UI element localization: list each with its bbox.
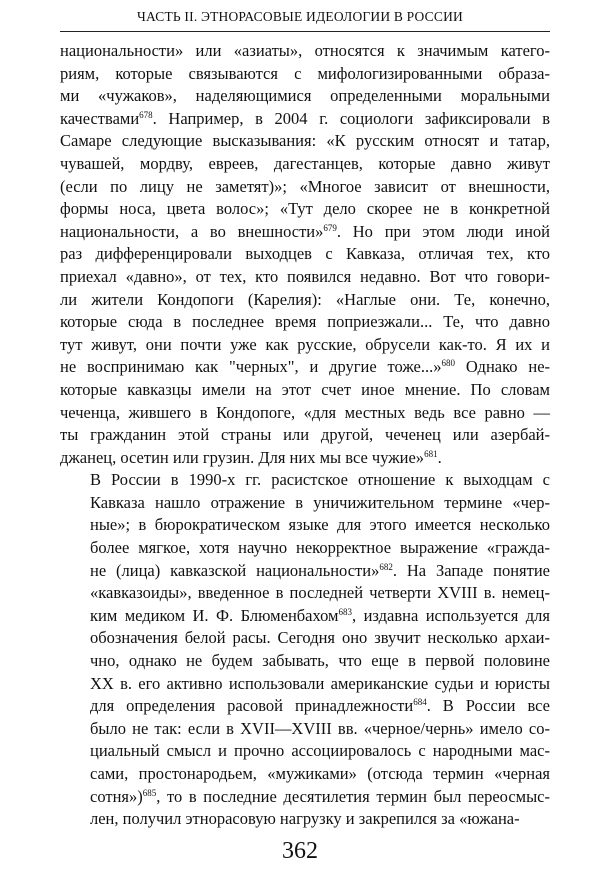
text-line: сами, простонародьем, «мужиками» (отсюда термин «черная [90,764,550,783]
text-run: . На Западе понятие [392,560,550,580]
text-line: которые кавказцы имели на этот счет иное мнение. По словам [60,379,550,399]
header-rule [60,31,550,32]
text-line [60,560,550,583]
text-run: , издавна используется для [352,605,551,625]
text-run: качествами [60,108,140,128]
text-run: . В России все [426,696,550,716]
text-line [60,695,550,718]
text-line: XX в. его активно использовали американские судьи и юристы [90,673,550,693]
text-line: которые сюда в последнее время поприезжали... Те, что давно [60,312,550,332]
text-run: , то в последние десятилетия термин был переосмыс- [156,786,550,806]
footnote-ref: 678 [139,109,153,120]
footnote-ref: 685 [142,787,157,798]
text-line: В России в 1990-х гг. расистское отношение к выходцам с [90,470,550,490]
text-run: для определения расовой принадлежности [90,696,414,716]
text-run: Однако не- [455,357,551,377]
text-line: формы носа, цвета волос»; «Тут дело скорее не в конкретной [60,199,550,219]
text-run: . [437,447,442,467]
text-line: риям, которые связываются с мифологизированными образа- [60,63,550,83]
body-text [60,40,550,831]
text-line: чеченца, жившего в Кондопоге, «для местных ведь все равно — [60,402,550,422]
footnote-ref: 680 [441,358,456,369]
text-line: более мягкое, хотя научно некорректное выражение «гражда- [90,538,550,558]
paragraph-1 [60,40,550,469]
footnote-ref: 684 [413,697,427,708]
paragraph-2 [60,469,550,831]
text-run: сотня») [90,786,143,806]
text-line: чувашей, мордву, евреев, дагестанцев, которые давно живут [60,153,550,173]
text-line: ми «чужаков», наделяющимися определенными моральными [60,86,550,106]
text-line [60,221,550,244]
text-line: Кавказа нашло отражение в уничижительном термине «чер- [90,492,550,512]
text-line [60,786,550,809]
text-line: обозначения белой расы. Сегодня оно звучит несколько архаи- [90,628,550,648]
text-line: национальности» или «азиаты», относятся к значимым катего- [60,41,550,60]
text-run: . Но при этом люди иной [336,221,551,241]
text-line: циальный смысл и прочно ассоциировалось с народными мас- [90,741,550,761]
footnote-ref: 683 [338,606,352,617]
text-line [60,605,550,628]
footnote-ref: 681 [424,448,438,459]
text-line: ные»; в бюрократическом языке для этого имеется несколько [90,515,550,535]
text-run: не воспринимаю как "черных", и другие тоже...» [60,357,442,377]
text-line: Самаре следующие высказывания: «К русским относят и татар, [60,131,550,151]
text-line: приехал «давно», от тех, кто появился недавно. Вот что говори- [60,266,550,286]
text-line: ты гражданин этой страны или другой, чеченец или азербай- [60,425,550,445]
text-line: было не так: если в XVII—XVIII вв. «черное/чернь» имело со- [90,718,550,738]
text-run: . Например, в 2004 г. социологи зафиксировали в [152,108,550,128]
text-line: лен, получил этнорасовую нагрузку и закрепился за «южана- [90,809,520,829]
page-number: 362 [282,838,318,864]
text-line: (если по лицу не заметят)»; «Многое зависит от внешности, [60,176,550,196]
text-run: ким медиком И. Ф. Блюменбахом [90,605,339,625]
text-line: тут живут, они почти уже как русские, обрусели как-то. Я их и [60,334,550,354]
footnote-ref: 682 [379,561,393,572]
running-head: ЧАСТЬ II. ЭТНОРАСОВЫЕ ИДЕОЛОГИИ В РОССИИ [137,9,463,24]
text-run: не (лица) кавказской национальности» [90,560,380,580]
text-line [60,356,550,379]
text-line: чно, однако не будем забывать, что еще в первой половине [90,651,550,671]
text-line [60,447,550,470]
text-line: раз дифференцировали выходцев с Кавказа, отличая тех, кто [60,244,550,264]
text-run: джанец, осетин или грузин. Для них мы все чужие» [60,447,425,467]
footnote-ref: 679 [323,222,337,233]
text-line: ли жители Кондопоги (Карелия): «Наглые они. Те, конечно, [60,289,550,309]
text-line [60,108,550,131]
text-run: национальности, а во внешности» [60,221,324,241]
text-line: «кавказоиды», введенное в последней четверти XVIII в. немец- [90,583,550,603]
